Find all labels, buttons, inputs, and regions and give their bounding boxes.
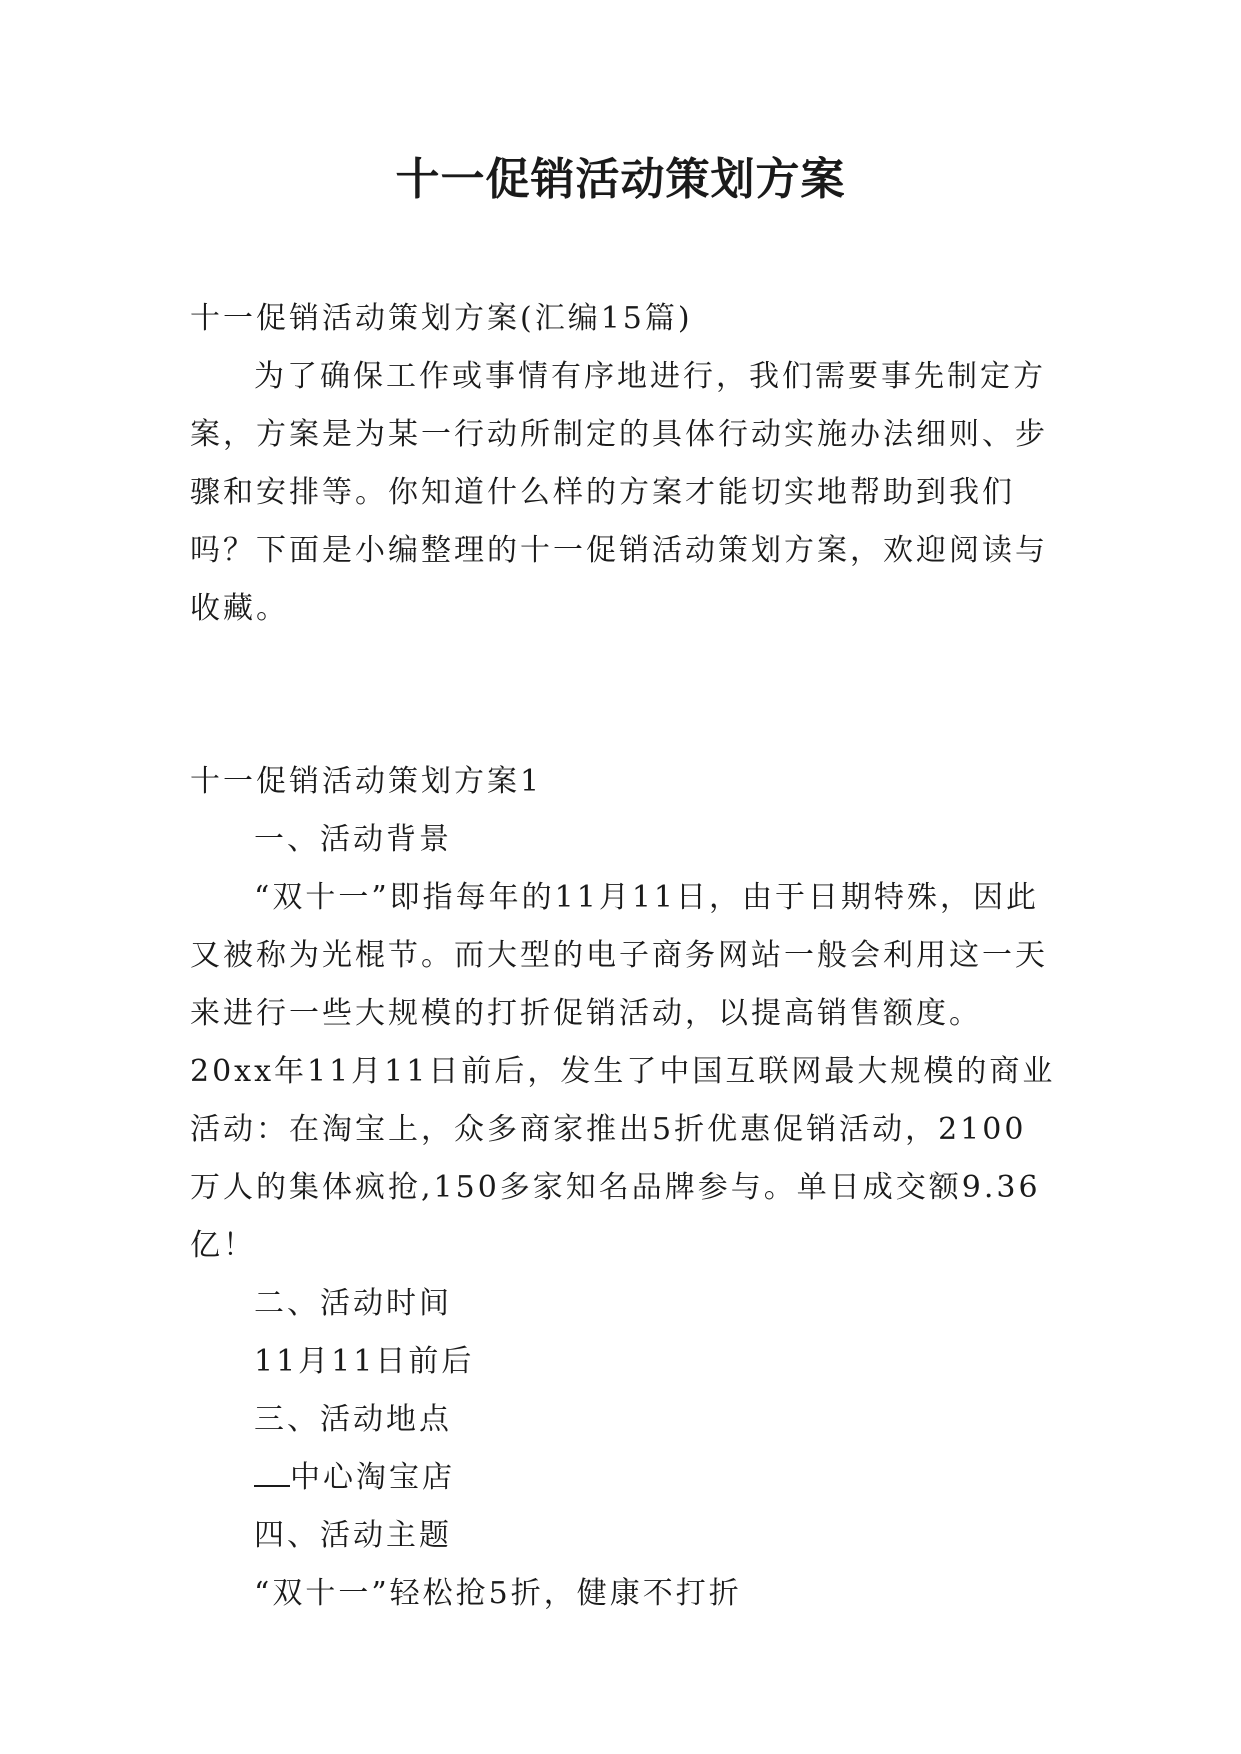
- document-body: [190, 290, 1056, 1623]
- background-paragraph: “双十一”即指每年的11月11日，由于日期特殊，因此又被称为光棍节。而大型的电子商务网站一般会利用这一天来进行一些大规模的打折促销活动，以提高销售额度。20xx年11月11日前后，发生了中国互联网最大规模的商业活动：在淘宝上，众多商家推出5折优惠促销活动，2100万人的集体疯抢,150多家知名品牌参与。单日成交额9.36亿！: [190, 880, 1056, 1263]
- theme-heading: 四、活动主题: [254, 1518, 452, 1553]
- background-heading: 一、活动背景: [254, 822, 452, 857]
- time-heading: 二、活动时间: [254, 1286, 452, 1321]
- theme-text: “双十一”轻松抢5折，健康不打折: [254, 1576, 742, 1611]
- place-line: [190, 1449, 1056, 1507]
- section-heading: 十一促销活动策划方案1: [190, 764, 543, 799]
- time-text: 11月11日前后: [254, 1344, 475, 1379]
- intro-paragraph: 为了确保工作或事情有序地进行，我们需要事先制定方案，方案是为某一行动所制定的具体行动实施办法细则、步骤和安排等。你知道什么样的方案才能切实地帮助到我们吗？下面是小编整理的十一促销活动策划方案，欢迎阅读与收藏。: [190, 359, 1048, 626]
- place-text: 中心淘宝店: [290, 1460, 455, 1495]
- document-title: 十一促销活动策划方案: [395, 154, 846, 205]
- section-spacer: [190, 638, 1056, 753]
- blank-underline: [254, 1463, 290, 1487]
- document-subtitle: 十一促销活动策划方案(汇编15篇): [190, 301, 693, 336]
- place-heading: 三、活动地点: [254, 1402, 452, 1437]
